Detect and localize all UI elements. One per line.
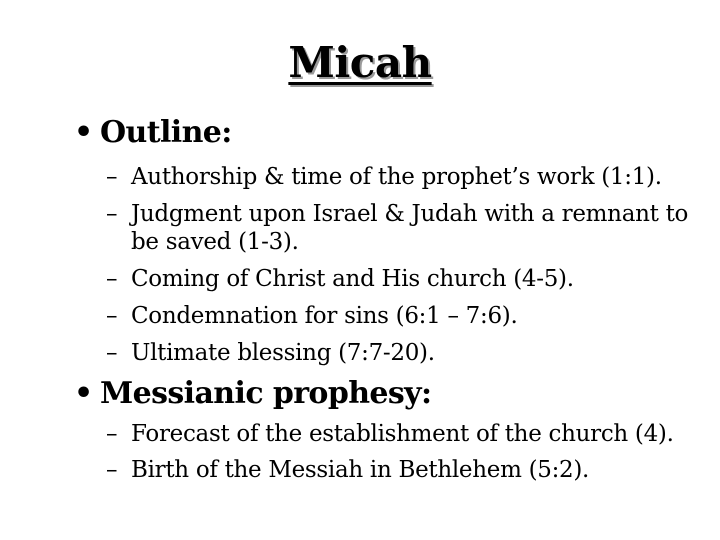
sub-item-text: Condemnation for sins (6:1 – 7:6). [131,303,518,329]
dash-icon: – [106,421,118,447]
slide-title-text: Micah [288,38,432,87]
dash-icon: – [106,303,118,329]
sub-item-text: Judgment upon Israel & Judah with a remnant to [131,201,689,227]
bullet-heading: Messianic prophesy: [100,376,432,411]
dash-icon: – [106,201,118,227]
bullet-heading: Outline: [100,115,232,150]
sub-item-text: Forecast of the establishment of the church (4). [131,421,674,447]
sub-item-text: Coming of Christ and His church (4-5). [131,266,574,292]
slide-title [0,38,720,88]
dash-icon: – [106,266,118,292]
dash-icon: – [106,164,118,190]
bullet-dot-icon: • [74,115,93,150]
sub-item-text: Birth of the Messiah in Bethlehem (5:2). [131,457,590,483]
dash-icon: – [106,457,118,483]
sub-item-text: be saved (1-3). [131,229,299,255]
sub-item-text: Authorship & time of the prophet’s work (1:1). [131,164,662,190]
dash-icon: – [106,340,118,366]
sub-item-text: Ultimate blessing (7:7-20). [131,340,435,366]
bullet-dot-icon: • [74,376,93,411]
